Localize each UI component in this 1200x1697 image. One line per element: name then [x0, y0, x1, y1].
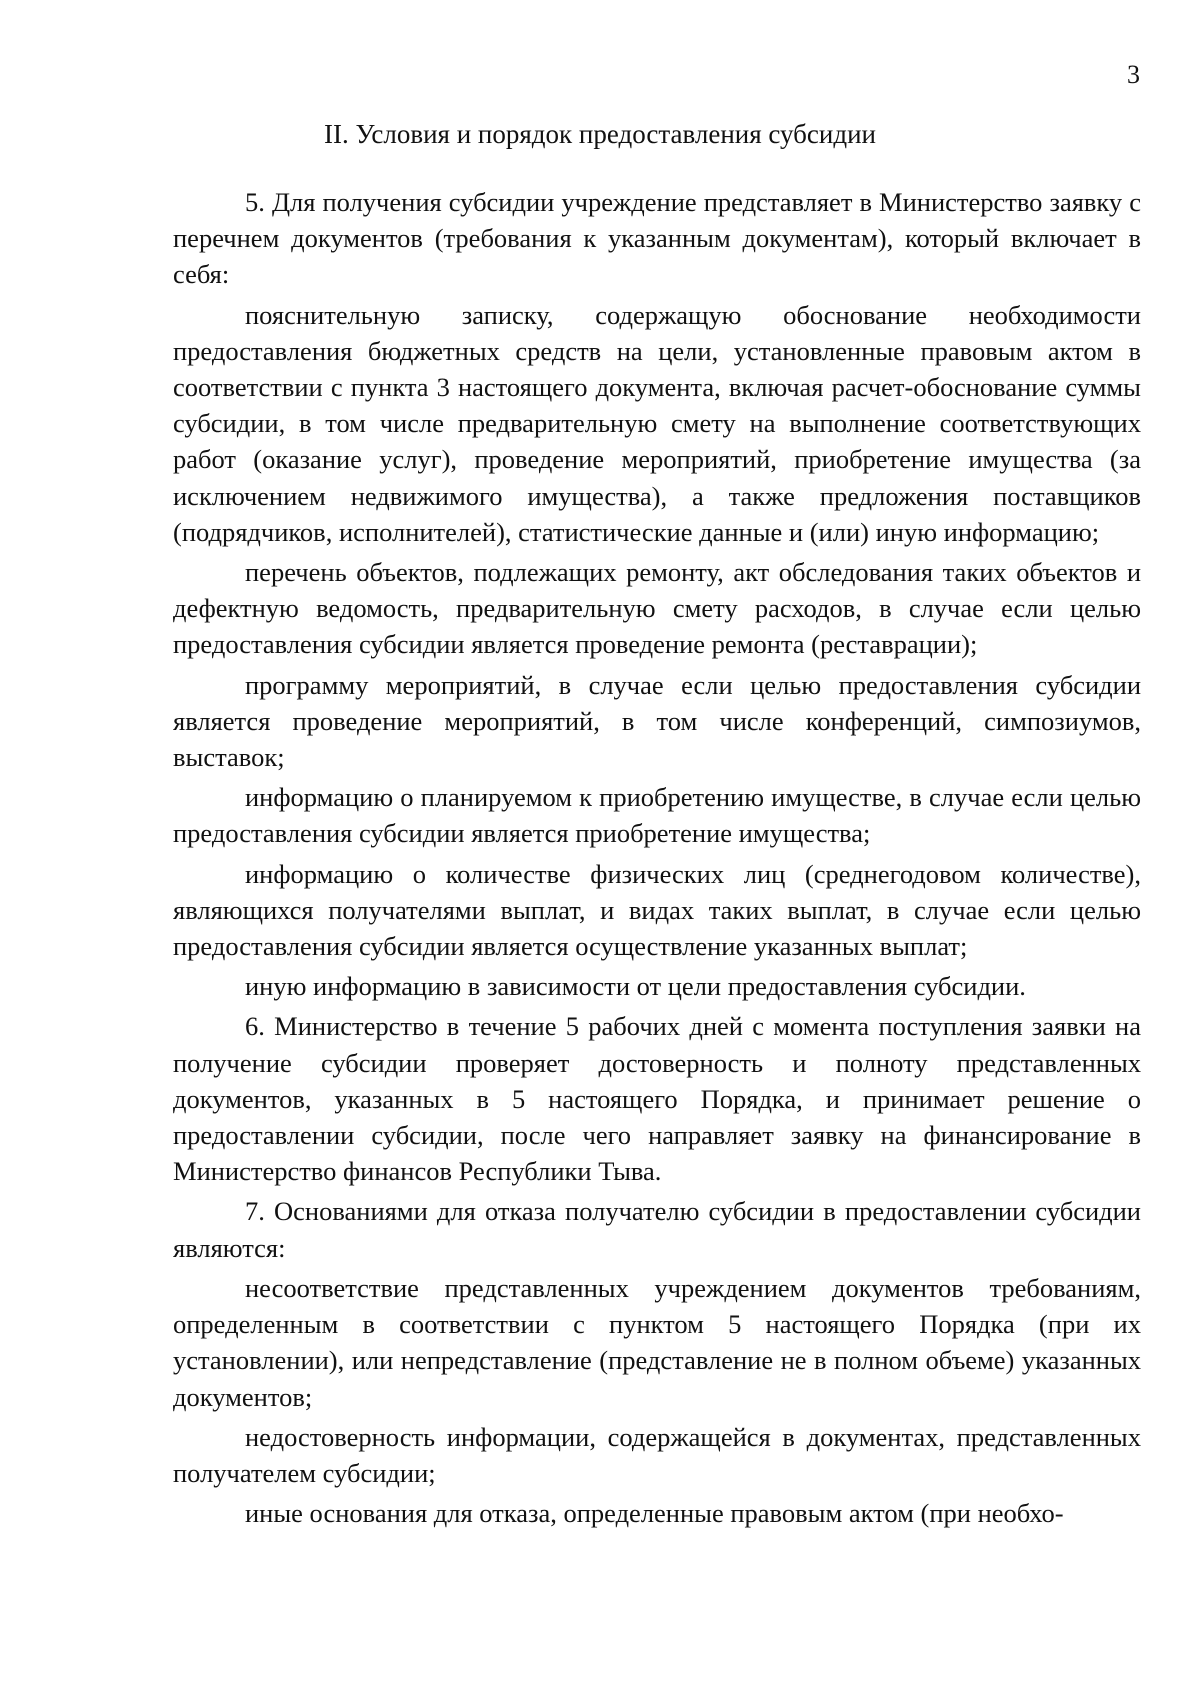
- list-item-payments-info: информацию о количестве физических лиц (среднегодовом количестве), являющихся получателями выплат, и видах таких выплат, в случае если целью предоставления субсидии является осуществление указанных выплат;: [173, 858, 1141, 962]
- list-item-noncompliance: несоответствие представленных учреждением документов требованиям, определенным в соответствии с пунктом 5 настоящего Порядка (при их установлении), или непредставление (представление не в полном объеме) указанных документов;: [173, 1272, 1141, 1412]
- list-item-other-grounds: иные основания для отказа, определенные правовым актом (при необхо-: [245, 1498, 1064, 1529]
- clause-6: 6. Министерство в течение 5 рабочих дней с момента поступления заявки на получение субсидии проверяет достоверность и полноту представленных документов, указанных в 5 настоящего Порядка, и принимает решение о предоставлении субсидии, после чего направляет заявку на финансирование в Министерство финансов Республики Тыва.: [173, 1011, 1141, 1187]
- document-body: [173, 184, 1141, 1531]
- list-item-other-info: иную информацию в зависимости от цели предоставления субсидии.: [245, 971, 1026, 1002]
- clause-7: 7. Основаниями для отказа получателю субсидии в предоставлении субсидии являются:: [173, 1196, 1141, 1263]
- page-number: 3: [1127, 60, 1140, 89]
- list-item-repair-objects: перечень объектов, подлежащих ремонту, акт обследования таких объектов и дефектную ведомость, предварительную смету расходов, в случае если целью предоставления субсидии является проведение ремонта (реставрации);: [173, 557, 1141, 660]
- list-item-event-program: программу мероприятий, в случае если целью предоставления субсидии является проведение мероприятий, в том числе конференций, симпозиумов, выставок;: [173, 669, 1141, 773]
- list-item-explanatory-note: пояснительную записку, содержащую обоснование необходимости предоставления бюджетных средств на цели, установленные правовым актом в соответствии с пункта 3 настоящего документа, включая расчет-обоснование суммы субсидии, в том числе предварительную смету на выполнение соответствующих работ (оказание услуг), проведение мероприятий, приобретение имущества (за исключением недвижимого имущества), а также предложения поставщиков (подрядчиков, исполнителей), статистические данные и (или) иную информацию;: [173, 299, 1141, 547]
- list-item-unreliable-info: недостоверность информации, содержащейся в документах, представленных получателем субсидии;: [173, 1421, 1141, 1488]
- section-title: II. Условия и порядок предоставления субсидии: [324, 119, 876, 149]
- clause-5: 5. Для получения субсидии учреждение представляет в Министерство заявку с перечнем документов (требования к указанным документам), который включает в себя:: [173, 187, 1141, 290]
- list-item-property-info: информацию о планируемом к приобретению имуществе, в случае если целью предоставления субсидии является приобретение имущества;: [173, 782, 1141, 849]
